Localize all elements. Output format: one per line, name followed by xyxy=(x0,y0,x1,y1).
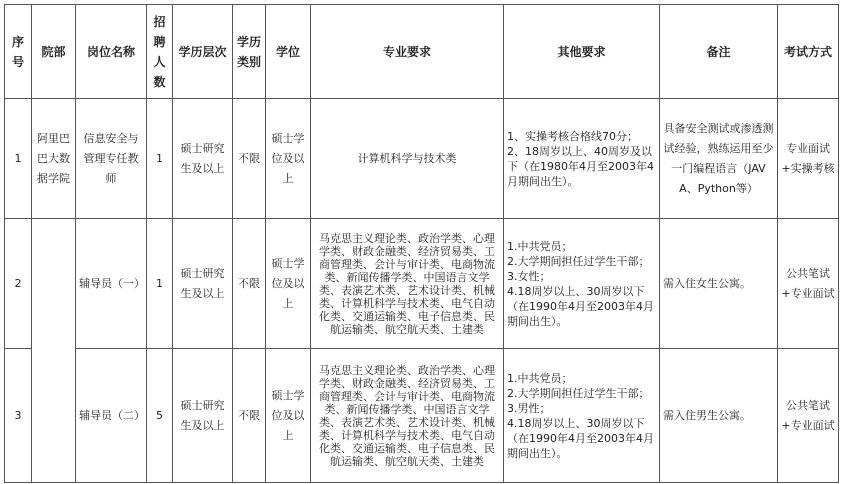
other-line: 3.男性； xyxy=(507,401,551,415)
header-edu-type: 学历类别 xyxy=(233,5,266,99)
cell-dept: 阿里巴巴大数据学院 xyxy=(32,99,76,219)
header-remark: 备注 xyxy=(660,5,778,99)
cell-count: 5 xyxy=(147,349,173,483)
table-row xyxy=(5,99,839,219)
header-degree: 学位 xyxy=(266,5,311,99)
cell-other xyxy=(504,99,660,219)
other-line: 1.中共党员； xyxy=(507,239,573,253)
cell-remark: 需入住男生公寓。 xyxy=(660,349,778,483)
cell-count: 1 xyxy=(147,99,173,219)
header-count: 招聘人数 xyxy=(147,5,173,99)
cell-other xyxy=(504,349,660,483)
header-dept: 院部 xyxy=(32,5,76,99)
cell-position: 信息安全与管理专任教师 xyxy=(76,99,147,219)
cell-edu-type: 不限 xyxy=(233,349,266,483)
cell-remark: 具备安全测试或渗透测试经验，熟练运用至少一门编程语言（JAVA、Python等） xyxy=(660,99,778,219)
header-major: 专业要求 xyxy=(311,5,504,99)
other-line: 4.18周岁以上、30周岁以下（在1990年4月至2003年4月期间出生）。 xyxy=(507,284,654,328)
cell-edu-type: 不限 xyxy=(233,99,266,219)
cell-major: 马克思主义理论类、政治学类、心理学类、财政金融类、经济贸易类、工商管理类、会计与审计类、电商物流类、新闻传播学类、中国语言文学类、表演艺术类、艺术设计类、机械类、计算机科学与技术类、电气自动化类、交通运输类、电子信息类、民航运输类、航空航天类、土建类 xyxy=(311,219,504,349)
header-edu-level: 学历层次 xyxy=(173,5,233,99)
cell-no: 2 xyxy=(5,219,32,349)
cell-edu-level: 硕士研究生及以上 xyxy=(173,99,233,219)
cell-edu-level: 硕士研究生及以上 xyxy=(173,349,233,483)
cell-degree: 硕士学位及以上 xyxy=(266,349,311,483)
cell-remark: 需入住女生公寓。 xyxy=(660,219,778,349)
cell-position: 辅导员（一） xyxy=(76,219,147,349)
cell-no: 3 xyxy=(5,349,32,483)
cell-edu-type: 不限 xyxy=(233,219,266,349)
table-row xyxy=(5,219,839,349)
other-line: 2.大学期间担任过学生干部； xyxy=(507,386,650,400)
other-line: 1、实操考核合格线70分； xyxy=(507,129,638,143)
other-line: 4.18周岁以上、30周岁以下（在1990年4月至2003年4月期间出生）。 xyxy=(507,416,654,460)
cell-degree: 硕士学位及以上 xyxy=(266,99,311,219)
cell-exam: 专业面试+实操考核 xyxy=(778,99,839,219)
cell-other xyxy=(504,219,660,349)
cell-no: 1 xyxy=(5,99,32,219)
header-row xyxy=(5,5,839,99)
cell-exam: 公共笔试+专业面试 xyxy=(778,219,839,349)
cell-degree: 硕士学位及以上 xyxy=(266,219,311,349)
other-line: 2、18周岁以上、40周岁及以下（在1980年4月至2003年4月期间出生）。 xyxy=(507,144,654,188)
table-row xyxy=(5,349,839,483)
header-exam: 考试方式 xyxy=(778,5,839,99)
cell-exam: 公共笔试+专业面试 xyxy=(778,349,839,483)
cell-dept-merged xyxy=(32,219,76,483)
recruitment-table xyxy=(4,4,839,483)
other-line: 1.中共党员； xyxy=(507,371,573,385)
header-position: 岗位名称 xyxy=(76,5,147,99)
other-line: 3.女性； xyxy=(507,269,551,283)
cell-major: 计算机科学与技术类 xyxy=(311,99,504,219)
other-line: 2.大学期间担任过学生干部； xyxy=(507,254,650,268)
cell-position: 辅导员（二） xyxy=(76,349,147,483)
cell-major: 马克思主义理论类、政治学类、心理学类、财政金融类、经济贸易类、工商管理类、会计与审计类、电商物流类、新闻传播学类、中国语言文学类、表演艺术类、艺术设计类、机械类、计算机科学与技术类、电气自动化类、交通运输类、电子信息类、民航运输类、航空航天类、土建类 xyxy=(311,349,504,483)
cell-edu-level: 硕士研究生及以上 xyxy=(173,219,233,349)
header-no: 序号 xyxy=(5,5,32,99)
cell-count: 1 xyxy=(147,219,173,349)
header-other: 其他要求 xyxy=(504,5,660,99)
